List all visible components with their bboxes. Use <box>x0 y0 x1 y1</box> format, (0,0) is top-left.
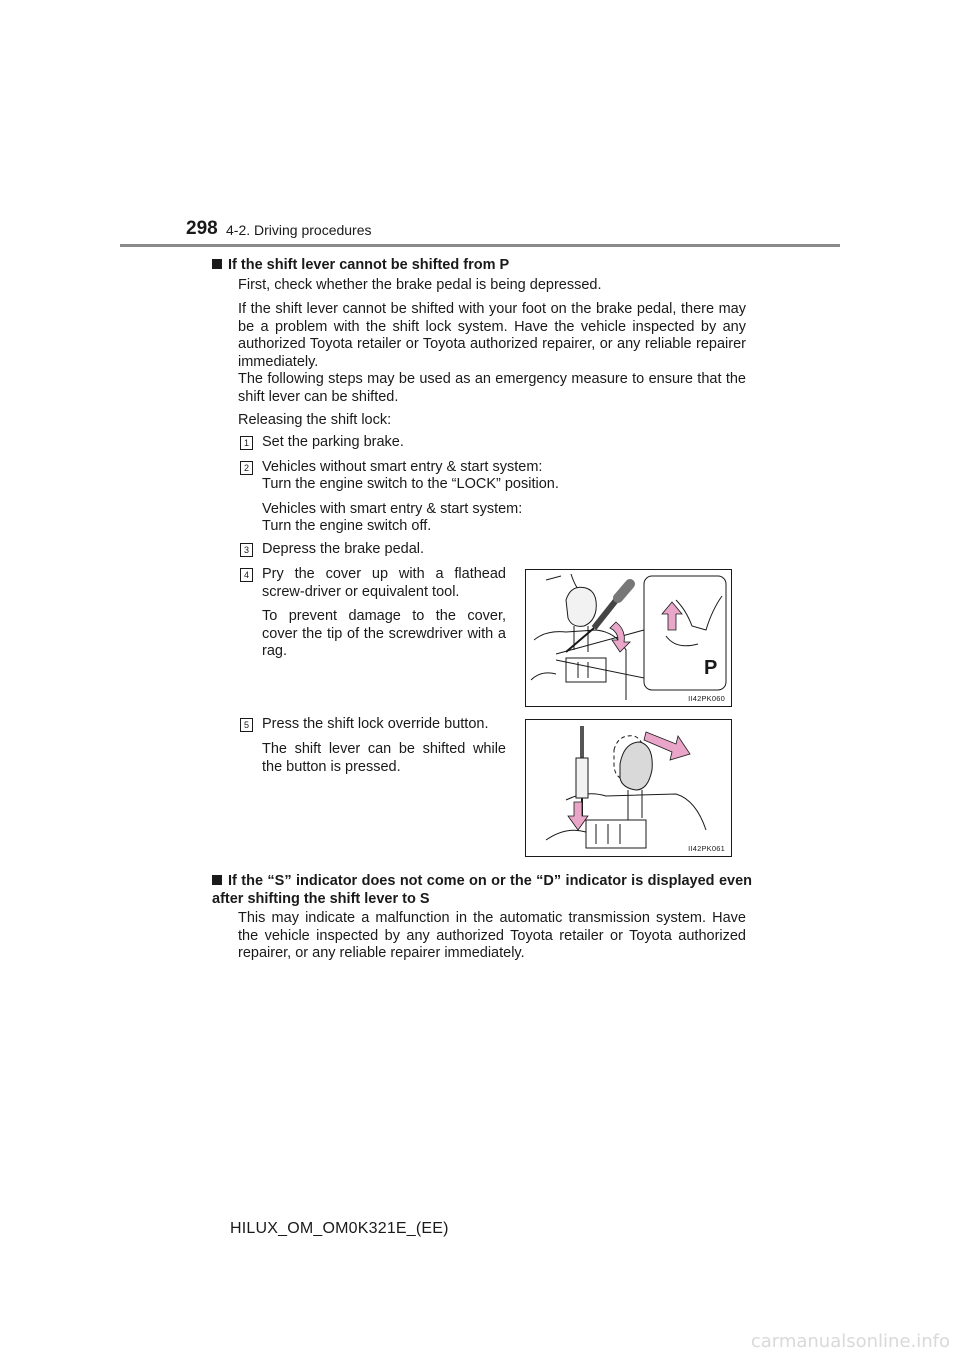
step-number-1: 1 <box>240 436 253 450</box>
paragraph-releasing-shift-lock: Releasing the shift lock: <box>238 412 392 428</box>
step-number-2: 2 <box>240 461 253 475</box>
section-heading-shift-lever: If the shift lever cannot be shifted from P <box>212 256 752 274</box>
step-2-line-3: Vehicles with smart entry & start system: <box>262 501 523 517</box>
page-number: 298 <box>186 218 218 239</box>
step-4-text: Pry the cover up with a flathead screw-driver or equivalent tool. <box>262 566 506 600</box>
override-button-illustration <box>526 720 731 856</box>
step-1-text: Set the parking brake. <box>262 434 404 450</box>
step-2-line-2: Turn the engine switch to the “LOCK” position. <box>262 476 559 492</box>
paragraph-transmission-malfunction: This may indicate a malfunction in the automatic transmission system. Have the vehicle inspected by any authorized Toyota retailer or Toyota authorized repairer, or any reliable repairer immediately. <box>238 910 746 961</box>
step-3-text: Depress the brake pedal. <box>262 541 425 557</box>
step-5-note: The shift lever can be shifted while the button is pressed. <box>262 741 506 775</box>
paragraph-shift-lock-problem: If the shift lever cannot be shifted with your foot on the brake pedal, there may be a problem with the shift lock system. Have the vehicle inspected by any authorized Toyota retailer or Toyota authorized repairer, or any reliable repairer immediately. <box>238 301 746 370</box>
figure-press-override <box>525 719 732 857</box>
section-heading-s-indicator: If the “S” indicator does not come on or the “D” indicator is displayed even after shifting the shift lever to S <box>212 873 752 907</box>
step-number-3: 3 <box>240 543 253 557</box>
square-bullet-icon <box>212 259 222 269</box>
paragraph-check-brake: First, check whether the brake pedal is being depressed. <box>238 277 602 293</box>
paragraph-emergency-measure: The following steps may be used as an emergency measure to ensure that the shift lever can be shifted. <box>238 371 746 405</box>
step-2-line-4: Turn the engine switch off. <box>262 518 432 534</box>
pry-cover-illustration <box>526 570 731 706</box>
park-position-label: P <box>704 657 718 679</box>
header-divider <box>120 244 840 247</box>
step-number-4: 4 <box>240 568 253 582</box>
figure-code: II42PK061 <box>688 844 725 853</box>
step-5-text: Press the shift lock override button. <box>262 716 489 732</box>
document-code: HILUX_OM_OM0K321E_(EE) <box>230 1220 449 1237</box>
square-bullet-icon <box>212 875 222 885</box>
step-4-note: To prevent damage to the cover, cover the tip of the screwdriver with a rag. <box>262 608 506 659</box>
section-title: 4-2. Driving procedures <box>226 222 372 238</box>
figure-code: II42PK060 <box>688 694 725 703</box>
watermark: carmanualsonline.info <box>750 1331 950 1352</box>
figure-pry-cover <box>525 569 732 707</box>
step-number-5: 5 <box>240 718 253 732</box>
step-2-line-1: Vehicles without smart entry & start system: <box>262 459 543 475</box>
